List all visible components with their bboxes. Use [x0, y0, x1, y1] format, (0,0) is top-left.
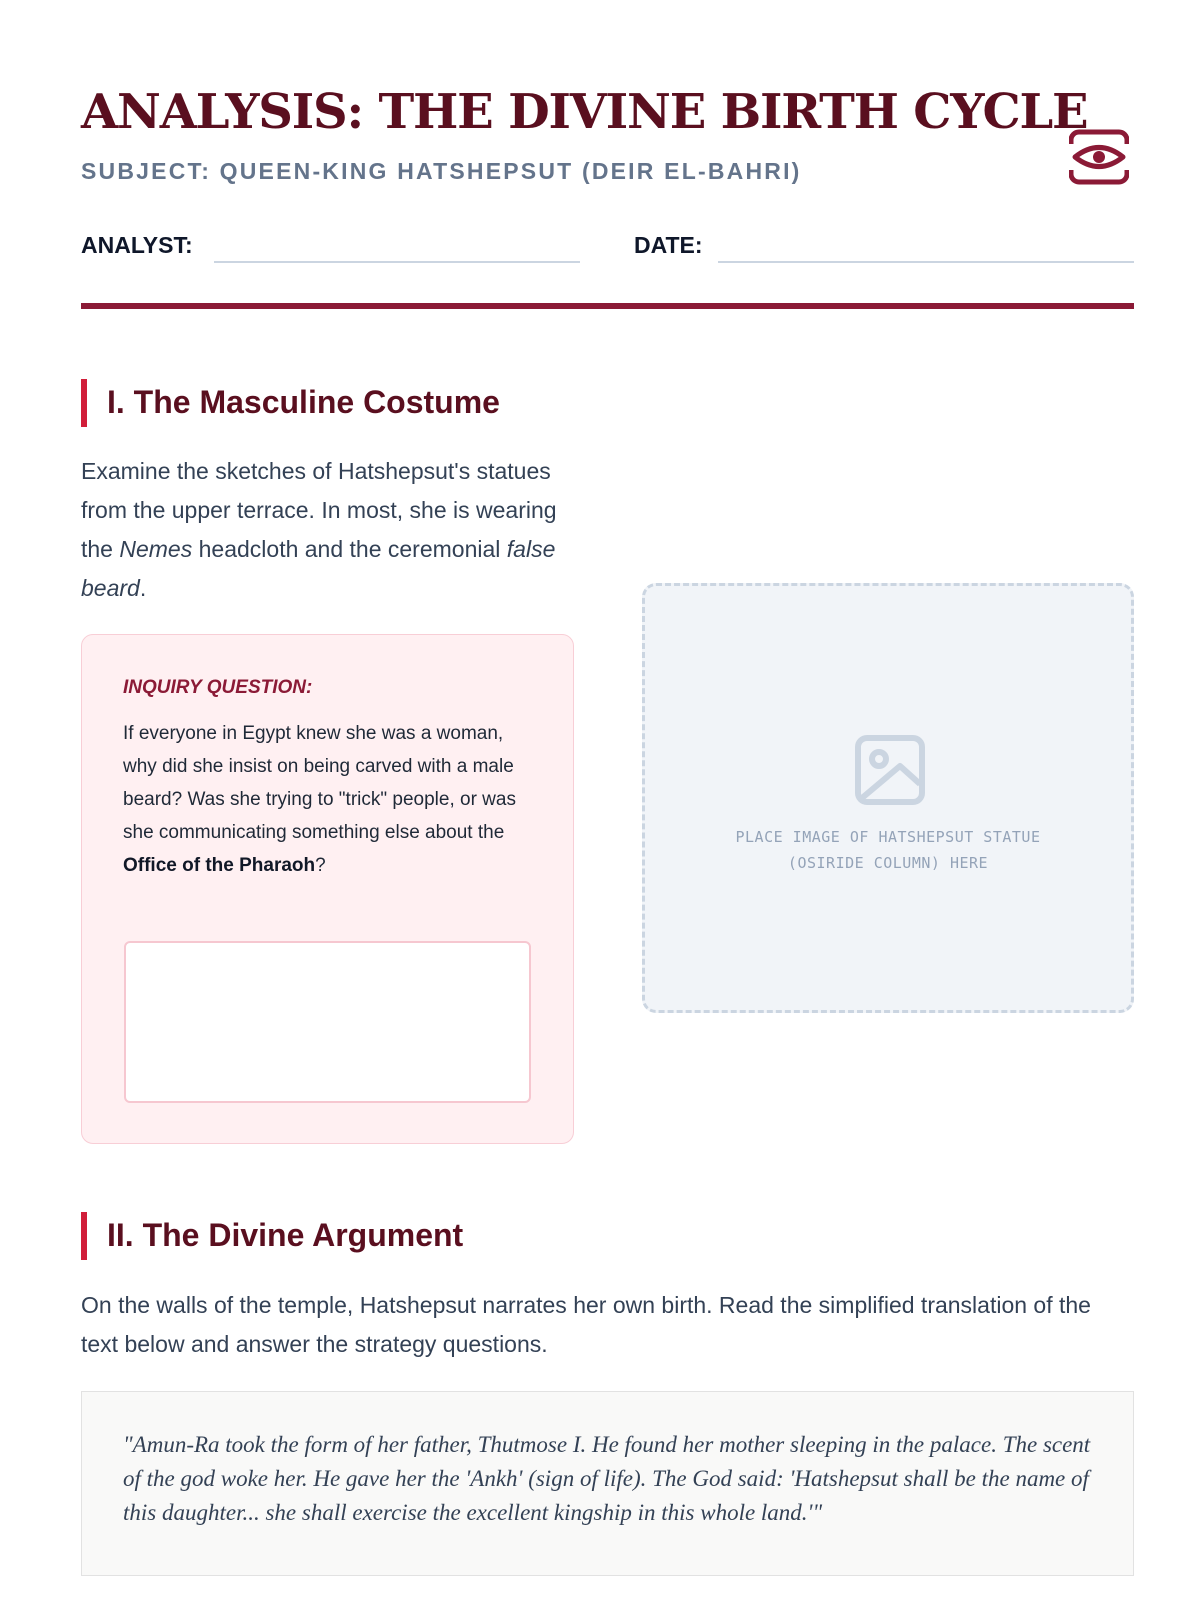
- inquiry-text: [123, 717, 532, 882]
- intro-text-3: .: [139, 575, 147, 601]
- page-subtitle: SUBJECT: QUEEN-KING HATSHEPSUT (DEIR EL-BAHRI): [81, 158, 802, 184]
- header-divider: [81, 303, 1134, 309]
- intro-text-2: headcloth and the ceremonial: [192, 536, 507, 562]
- analyst-label: ANALYST:: [81, 232, 193, 258]
- inquiry-end: ?: [315, 855, 326, 876]
- section-1-heading: [81, 379, 500, 427]
- inquiry-card: [81, 634, 574, 1144]
- image-caption: [645, 824, 1131, 876]
- intro-emphasis-beard: false beard: [81, 536, 556, 601]
- analyst-field[interactable]: [214, 261, 580, 263]
- section-2-title: II. The Divine Argument: [107, 1217, 464, 1253]
- date-label: DATE:: [634, 232, 703, 258]
- image-placeholder[interactable]: [642, 583, 1134, 1013]
- image-caption-line-1: PLACE IMAGE OF HATSHEPSUT STATUE: [735, 828, 1041, 846]
- inquiry-label: INQUIRY QUESTION:: [123, 677, 313, 698]
- eye-icon: [1069, 126, 1129, 186]
- section-2-heading: [81, 1212, 463, 1260]
- page-title: ANALYSIS: THE DIVINE BIRTH CYCLE: [81, 84, 1088, 140]
- section-1-intro: [81, 452, 581, 608]
- intro-emphasis-nemes: Nemes: [119, 536, 193, 562]
- section-1-title: I. The Masculine Costume: [107, 384, 500, 420]
- intro-text-1: Examine the sketches of Hatshepsut's statues from the upper terrace. In most, she is wearing the: [81, 458, 557, 562]
- inquiry-answer-box[interactable]: [124, 941, 531, 1103]
- inquiry-question: If everyone in Egypt knew she was a woman, why did she insist on being carved with a male beard? Was she trying to "trick" people, or was she communicating something else about the: [123, 723, 516, 843]
- date-field[interactable]: [718, 261, 1134, 263]
- worksheet-page: [81, 0, 1134, 1600]
- section-2-intro: On the walls of the temple, Hatshepsut narrates her own birth. Read the simplified translation of the text below and answer the strategy questions.: [81, 1292, 1091, 1357]
- translation-quote-box: [81, 1391, 1134, 1576]
- image-caption-line-2: (OSIRIDE COLUMN) HERE: [787, 854, 989, 872]
- image-icon: [854, 734, 926, 806]
- inquiry-bold-term: Office of the Pharaoh: [123, 855, 316, 876]
- translation-quote: "Amun-Ra took the form of her father, Thutmose I. He found her mother sleeping in the palace. The scent of the god woke her. He gave her the 'Ankh' (sign of life). The God said: 'Hatshepsut shall be the name of this daughter... she shall exercise the excellent kingship in this whole land.'": [123, 1432, 1091, 1525]
